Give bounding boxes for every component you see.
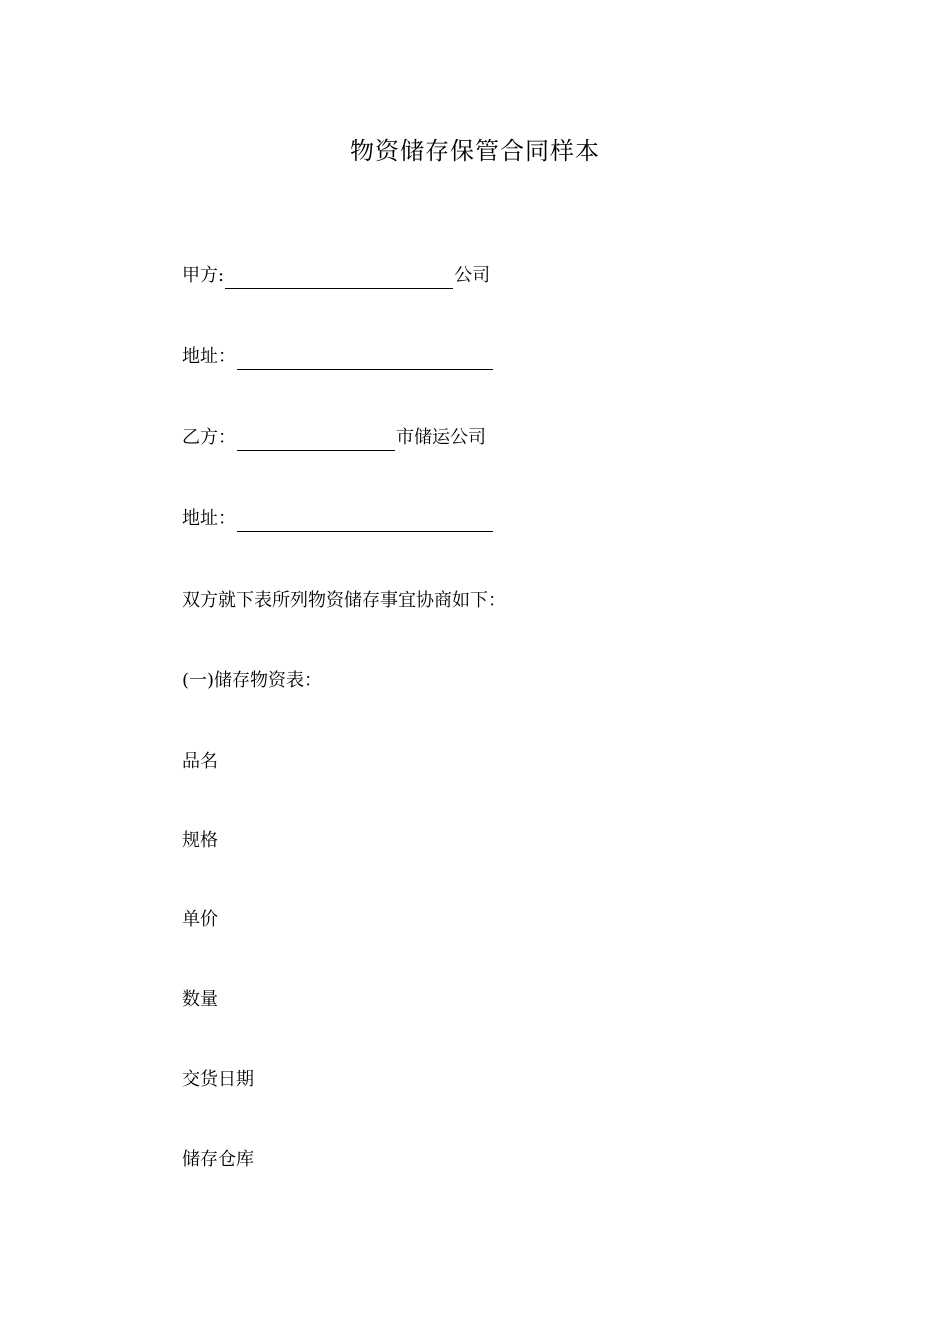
party-a-address-label: 地址：	[182, 346, 236, 367]
field-storage-warehouse: 储存仓库	[182, 1149, 254, 1170]
field-unit-price: 单价	[182, 909, 218, 930]
field-product-name: 品名	[182, 751, 218, 772]
party-b-label: 乙方：	[182, 427, 236, 448]
party-a-address-blank[interactable]	[237, 349, 493, 370]
field-delivery-date: 交货日期	[182, 1069, 254, 1090]
field-quantity: 数量	[182, 989, 218, 1010]
party-a-address-line	[182, 344, 494, 370]
party-a-line	[182, 263, 490, 289]
party-a-name-blank[interactable]	[225, 268, 453, 289]
party-b-address-line	[182, 506, 494, 532]
party-b-city-blank[interactable]	[237, 430, 395, 451]
intro-text: 双方就下表所列物资储存事宜协商如下：	[182, 590, 506, 611]
field-specification: 规格	[182, 830, 218, 851]
document-title: 物资储存保管合同样本	[350, 137, 600, 165]
party-b-address-blank[interactable]	[237, 511, 493, 532]
party-b-address-label: 地址：	[182, 508, 236, 529]
party-b-suffix: 市储运公司	[396, 427, 486, 448]
party-b-line	[182, 425, 486, 451]
party-a-suffix: 公司	[454, 265, 491, 286]
section-one-heading: (一)储存物资表：	[182, 670, 323, 691]
party-a-label: 甲方:	[182, 265, 225, 286]
